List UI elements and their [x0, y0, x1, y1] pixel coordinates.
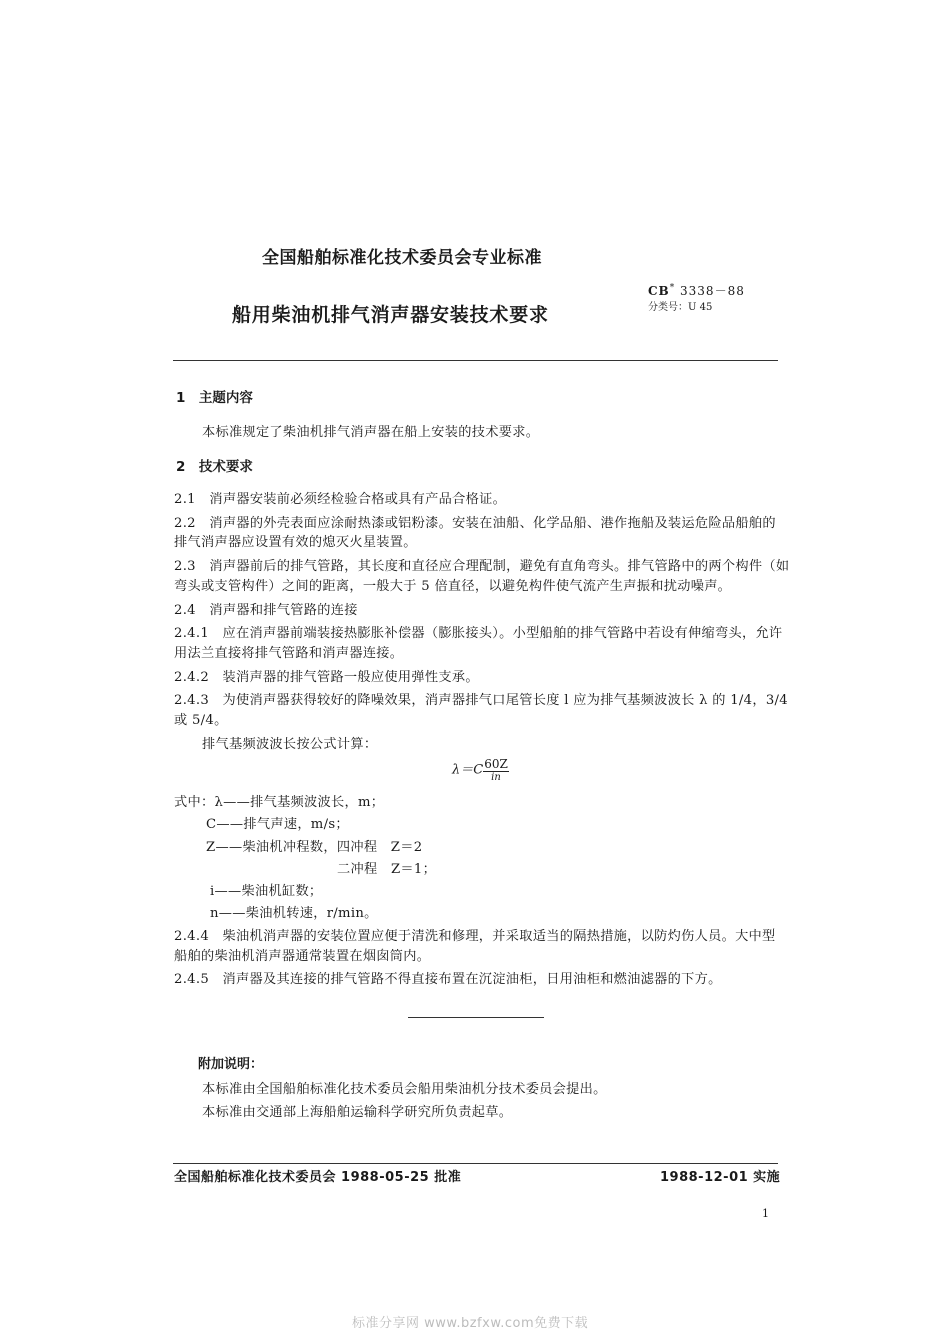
clause-2-3-line1: 2.3 消声器前后的排气管路，其长度和直径应合理配制，避免有直角弯头。排气管路中的两个构件（如	[174, 559, 790, 574]
bottom-divider	[173, 1163, 778, 1164]
where-c: C——排气声速，m/s；	[206, 817, 349, 832]
where-z: Z——柴油机冲程数，四冲程 Z＝2	[206, 840, 423, 855]
where-n: n——柴油机转速，r/min。	[210, 906, 378, 921]
section-1-heading: 1 主题内容	[176, 390, 253, 406]
approval-line: 全国船舶标准化技术委员会 1988-05-25 批准	[174, 1170, 462, 1185]
clause-2-4-5: 2.4.5 消声器及其连接的排气管路不得直接布置在沉淀油柜，日用油柜和燃油滤器的下方。	[174, 972, 722, 987]
classification-number: 分类号：U 45	[648, 302, 713, 313]
clause-2-4-2: 2.4.2 装消声器的排气管路一般应使用弹性支承。	[174, 670, 479, 685]
section-1-body: 本标准规定了柴油机排气消声器在船上安装的技术要求。	[202, 425, 540, 440]
clause-2-4-1-line2: 用法兰直接将排气管路和消声器连接。	[174, 646, 404, 661]
clause-2-2-line1: 2.2 消声器的外壳表面应涂耐热漆或铝粉漆。安装在油船、化学品船、港作拖船及装运危险品船舶的	[174, 516, 776, 531]
watermark: 标准分享网 www.bzfxw.com免费下载	[352, 1316, 589, 1331]
notes-heading: 附加说明：	[198, 1057, 264, 1072]
wavelength-formula	[452, 757, 509, 783]
effective-date: 1988-12-01 实施	[660, 1170, 781, 1185]
formula-intro: 排气基频波波长按公式计算：	[202, 737, 378, 752]
clause-2-4-4-line2: 船舶的柴油机消声器通常装置在烟囱筒内。	[174, 949, 431, 964]
formula-fraction	[483, 757, 509, 783]
top-divider	[173, 360, 778, 361]
where-z-two-stroke: 二冲程 Z＝1；	[337, 862, 437, 877]
clause-2-2-line2: 排气消声器应设置有效的熄灭火星装置。	[174, 535, 417, 550]
where-lambda: 式中：λ——排气基频波波长，m；	[174, 795, 385, 810]
page-number: 1	[762, 1207, 769, 1220]
document-title: 船用柴油机排气消声器安装技术要求	[232, 304, 549, 326]
notes-line-1: 本标准由全国船舶标准化技术委员会船用柴油机分技术委员会提出。	[202, 1082, 607, 1097]
formula-denominator: in	[491, 772, 501, 783]
org-title: 全国船舶标准化技术委员会专业标准	[262, 248, 542, 268]
section-2-heading: 2 技术要求	[176, 459, 253, 475]
clause-2-4-3-line1: 2.4.3 为使消声器获得较好的降噪效果，消声器排气口尾管长度 l 应为排气基频波波长 λ 的 1/4，3/4	[174, 693, 788, 708]
clause-2-4-1-line1: 2.4.1 应在消声器前端装接热膨胀补偿器（膨胀接头）。小型船舶的排气管路中若设有伸缩弯头，允许	[174, 626, 783, 641]
code-number: 3338－88	[680, 284, 745, 298]
clause-2-4-3-line2: 或 5/4。	[174, 713, 228, 728]
code-prefix: CB	[648, 284, 670, 298]
clause-2-4-4-line1: 2.4.4 柴油机消声器的安装位置应便于清洗和修理，并采取适当的隔热措施，以防灼伤人员。大中型	[174, 929, 776, 944]
clause-2-4: 2.4 消声器和排气管路的连接	[174, 603, 358, 618]
clause-2-3-line2: 弯头或支管构件）之间的距离，一般大于 5 倍直径，以避免构件使气流产生声振和扰动噪声。	[174, 579, 732, 594]
formula-numerator: 60Z	[484, 757, 508, 771]
standard-code	[648, 282, 745, 299]
code-star: *	[669, 283, 676, 293]
where-i: i——柴油机缸数；	[210, 884, 323, 899]
formula-lhs: λ＝C	[452, 762, 484, 778]
clause-2-1: 2.1 消声器安装前必须经检验合格或具有产品合格证。	[174, 492, 507, 507]
end-of-text-rule	[408, 1017, 544, 1018]
notes-line-2: 本标准由交通部上海船舶运输科学研究所负责起草。	[202, 1105, 513, 1120]
